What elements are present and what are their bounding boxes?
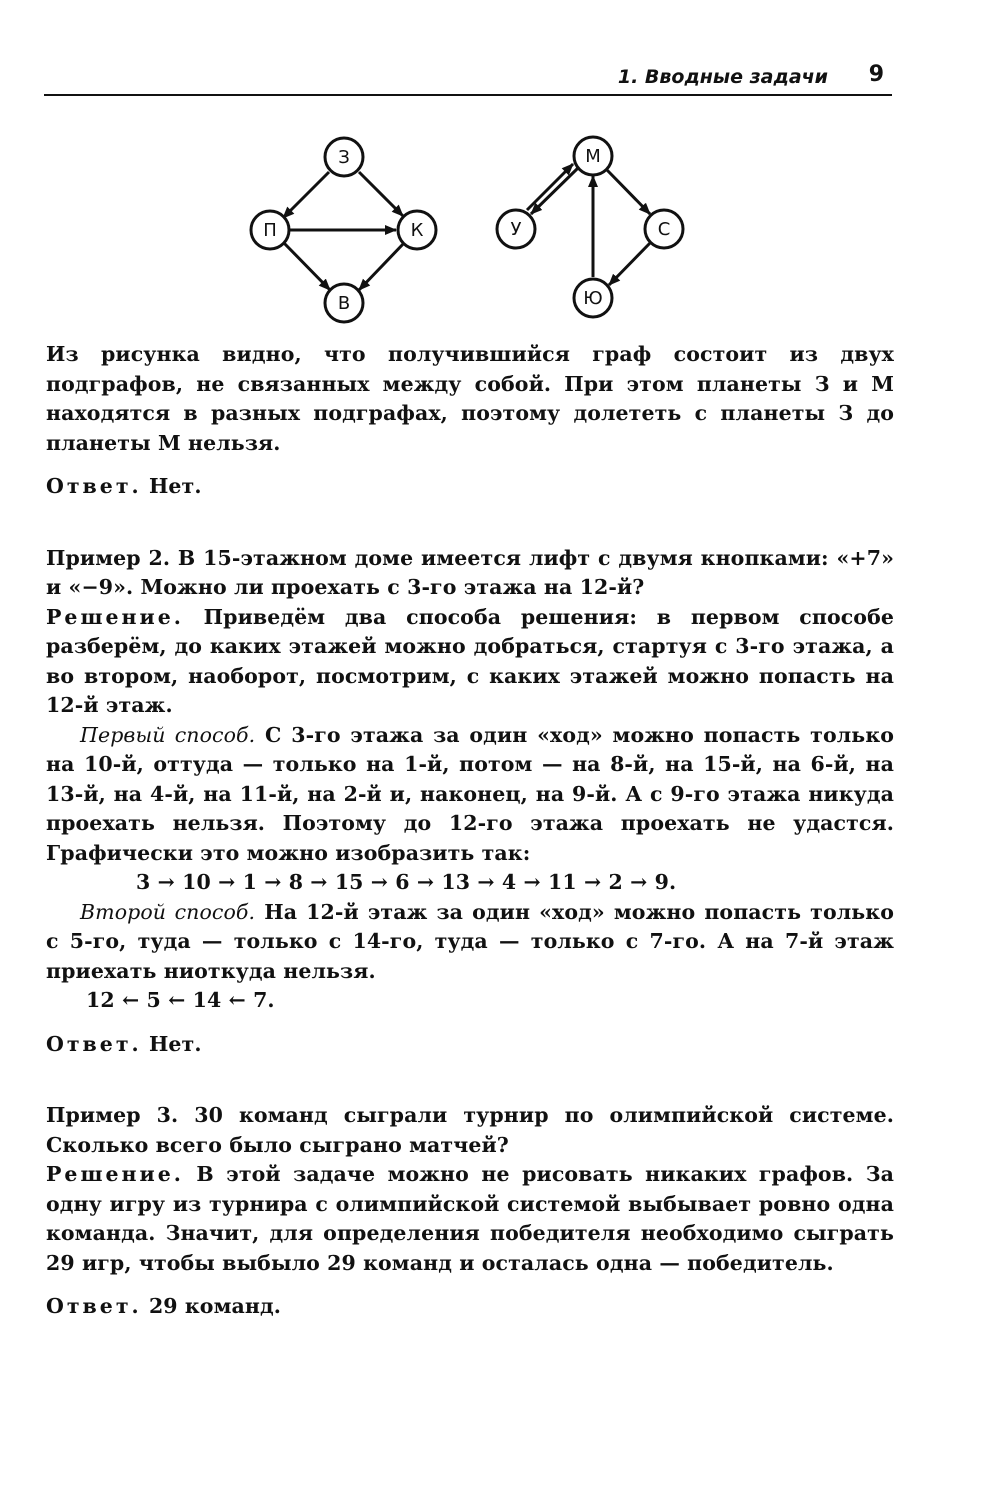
edge-k-v <box>359 242 405 290</box>
answer-2-value: Нет. <box>148 1031 202 1056</box>
page-header <box>44 58 892 96</box>
edge-p-v <box>283 242 330 290</box>
edge-u-m <box>527 164 573 210</box>
example-2-solution <box>46 603 894 721</box>
example-3-solution-text: В этой задаче можно не рисовать никаких графов. За одну игру из турнира с олимпийской системой выбывает ровно одна команда. Значит, для определения победителя необходимо сыграть 29 игр, чтобы выбыло 29 команд и осталась одна — победитель. <box>46 1162 894 1275</box>
answer-1 <box>46 472 894 502</box>
method-2-label: Второй способ. <box>80 899 256 924</box>
example-2-statement <box>46 544 894 603</box>
node-s <box>645 210 683 248</box>
answer-label: Ответ. <box>46 474 142 498</box>
node-s-label: С <box>657 219 671 240</box>
node-p-label: П <box>263 220 277 241</box>
method-2-paragraph <box>46 898 894 987</box>
node-yu-label: Ю <box>583 288 603 309</box>
node-z-label: З <box>338 147 350 168</box>
planet-graphs-figure <box>0 130 1000 330</box>
answer-3 <box>46 1292 894 1322</box>
solution-label: Решение. <box>46 604 184 629</box>
example-2-label: Пример 2. <box>46 545 171 570</box>
answer-3-value: 29 команд. <box>148 1294 281 1318</box>
page-content <box>46 340 894 1322</box>
method-1-text: С 3-го этажа за один «ход» можно попасть только на 10-й, оттуда — только на 1-й, потом — на 8-й, на 15-й, на 6-й, на 13-й, на 4-й, на 11-й, на 2-й и, наконец, на 9-й. А с 9-го этажа никуда проехать нельзя. Поэтому до 12-го этажа проехать не удастся. Графически это можно изобразить так: <box>46 722 894 865</box>
node-z <box>325 138 363 176</box>
formula-forward-chain: 3 → 10 → 1 → 8 → 15 → 6 → 13 → 4 → 11 → 2 → 9. <box>136 870 677 894</box>
example-2-text: В 15-этажном доме имеется лифт с двумя кнопками: «+7» и «−9». Можно ли проехать с 3-го этажа на 12-й? <box>46 545 894 599</box>
answer-label: Ответ. <box>46 1031 142 1056</box>
method-2-text: На 12-й этаж за один «ход» можно попасть только с 5-го, туда — только с 14-го, туда — только с 7-го. А на 7-й этаж приехать ниоткуда нельзя. <box>46 899 894 983</box>
node-v <box>325 284 363 322</box>
page-number: 9 <box>868 62 884 87</box>
answer-label: Ответ. <box>46 1294 142 1318</box>
answer-1-value: Нет. <box>148 474 202 498</box>
edge-m-u <box>531 168 578 214</box>
example-3-text: 30 команд сыграли турнир по олимпийской системе. Сколько всего было сыграно матчей? <box>46 1103 894 1157</box>
edge-z-p <box>283 172 329 218</box>
method-1-label: Первый способ. <box>80 722 256 747</box>
node-p <box>251 211 289 249</box>
example-3-solution <box>46 1160 894 1278</box>
example-3-statement <box>46 1101 894 1160</box>
node-m-label: М <box>585 146 601 167</box>
answer-2 <box>46 1030 894 1060</box>
node-u <box>497 210 535 248</box>
edge-z-k <box>359 172 403 216</box>
chapter-title: 1. Вводные задачи <box>617 66 828 88</box>
graph-conclusion-paragraph: Из рисунка видно, что получившийся граф состоит из двух подграфов, не связанных между собой. При этом планеты З и М находятся в разных подграфах, поэтому долететь с планеты З до планеты М нельзя. <box>46 342 894 455</box>
formula-backward-chain: 12 ← 5 ← 14 ← 7. <box>86 988 275 1012</box>
edge-m-s <box>607 170 650 214</box>
example-2-solution-text: Приведём два способа решения: в первом способе разберём, до каких этажей можно добраться, стартуя с 3-го этажа, а во втором, наоборот, посмотрим, с каких этажей можно попасть на 12-й этаж. <box>46 604 894 717</box>
node-v-label: В <box>337 293 351 314</box>
example-3-label: Пример 3. <box>46 1103 179 1127</box>
node-k <box>398 211 436 249</box>
node-k-label: К <box>410 220 424 241</box>
edge-s-yu <box>609 242 651 285</box>
solution-label: Решение. <box>46 1162 184 1186</box>
node-u-label: У <box>510 219 522 240</box>
node-yu <box>574 279 612 317</box>
node-m <box>574 137 612 175</box>
method-1-paragraph <box>46 721 894 869</box>
